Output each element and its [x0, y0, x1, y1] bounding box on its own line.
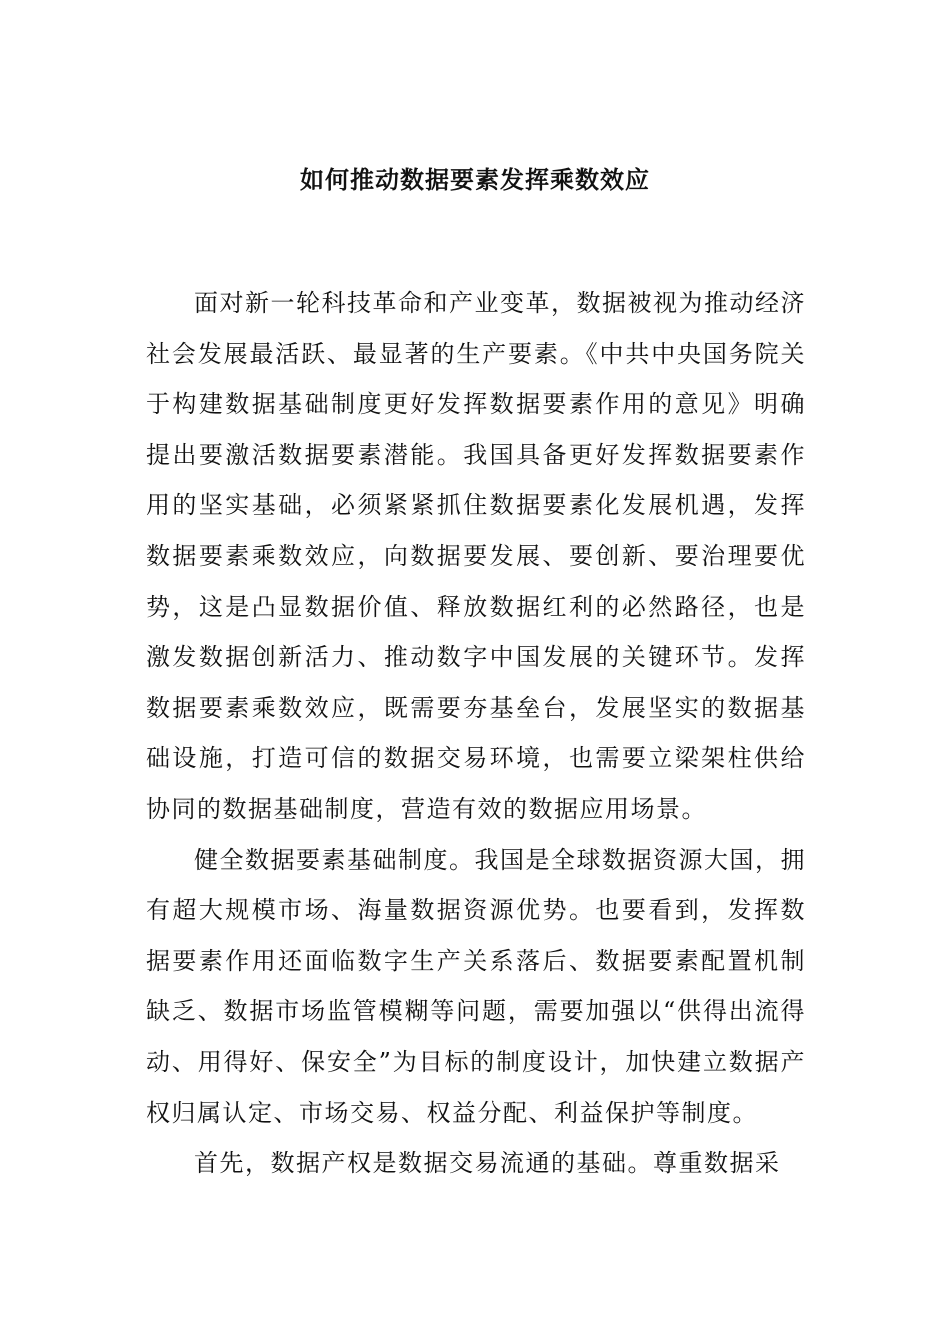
document-title: 如何推动数据要素发挥乘数效应: [300, 166, 650, 194]
paragraph-data-foundation-system: 健全数据要素基础制度。我国是全球数据资源大国，拥有超大规模市场、海量数据资源优势。也要看到，发挥数据要素作用还面临数字生产关系落后、数据要素配置机制缺乏、数据市场监管模糊等问题，需要加强以“供得出流得动、用得好、保安全”为目标的制度设计，加快建立数据产权归属认定、市场交易、权益分配、利益保护等制度。: [146, 845, 806, 1127]
paragraph-data-property-rights: 首先，数据产权是数据交易流通的基础。尊重数据采: [194, 1149, 781, 1178]
document-body: [146, 278, 806, 1189]
paragraph-intro: 面对新一轮科技革命和产业变革，数据被视为推动经济社会发展最活跃、最显著的生产要素。《中共中央国务院关于构建数据基础制度更好发挥数据要素作用的意见》明确提出要激活数据要素潜能。我国具备更好发挥数据要素作用的坚实基础，必须紧紧抓住数据要素化发展机遇，发挥数据要素乘数效应，向数据要发展、要创新、要治理要优势，这是凸显数据价值、释放数据红利的必然路径，也是激发数据创新活力、推动数字中国发展的关键环节。发挥数据要素乘数效应，既需要夯基垒台，发展坚实的数据基础设施，打造可信的数据交易环境，也需要立梁架柱供给协同的数据基础制度，营造有效的数据应用场景。: [146, 289, 806, 823]
